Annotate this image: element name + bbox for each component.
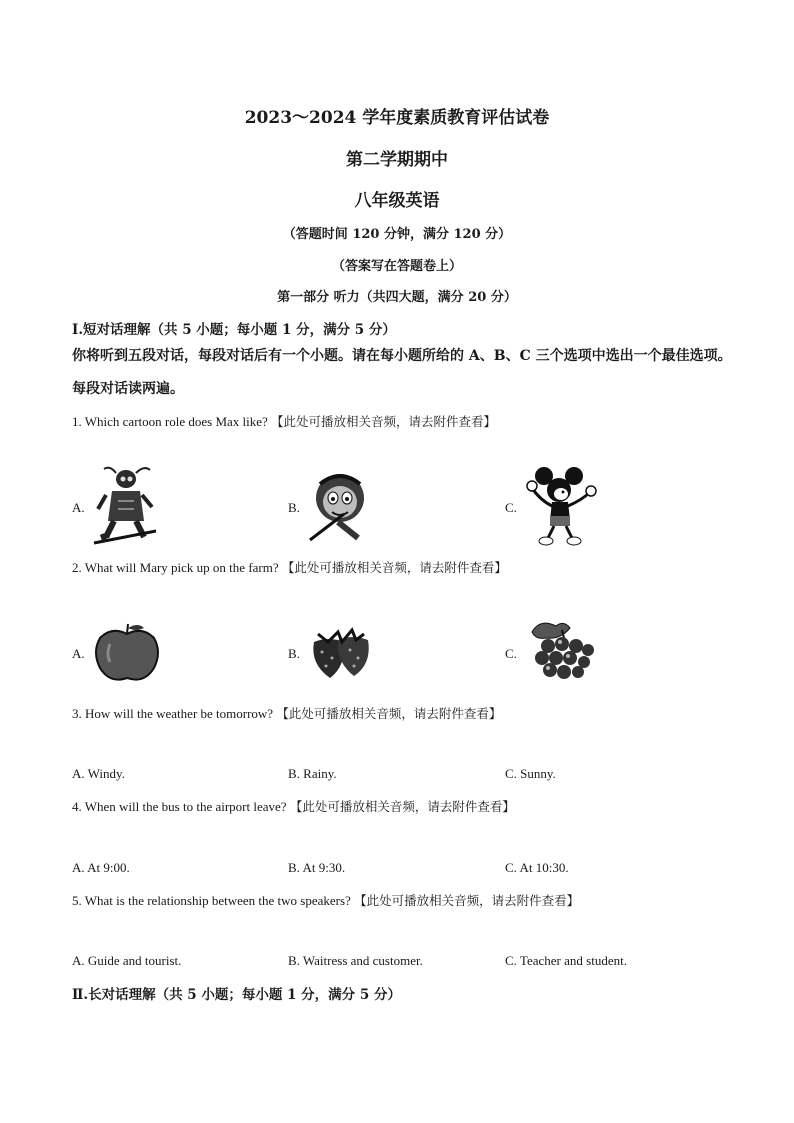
option-1a: A.	[72, 500, 85, 515]
option-1b: B.	[288, 500, 300, 515]
option-4b: B. At 9:30.	[288, 860, 346, 875]
option-5a: A. Guide and tourist.	[72, 953, 182, 968]
audio-note[interactable]: 【此处可播放相关音频，请去附件查看】	[354, 893, 580, 908]
monkey-king-warrior-image	[92, 465, 158, 547]
mickey-mouse-image	[524, 466, 600, 548]
question-4	[72, 797, 515, 815]
monkey-king-face-image	[304, 468, 374, 543]
option-3c: C. Sunny.	[505, 766, 556, 781]
audio-note[interactable]: 【此处可播放相关音频，请去附件查看】	[289, 799, 515, 814]
question-2	[72, 558, 507, 576]
section2-title: Ⅱ.长对话理解（共 5 小题；每小题 1 分，满分 5 分）	[72, 987, 401, 1003]
strawberries-image	[308, 622, 374, 680]
question-text: 4. When will the bus to the airport leave?	[72, 799, 287, 814]
time-note: （答题时间 120 分钟，满分 120 分）	[282, 227, 512, 242]
option-4c: C. At 10:30.	[505, 860, 569, 875]
question-text: 2. What will Mary pick up on the farm?	[72, 560, 279, 575]
exam-term: 第二学期期中	[346, 150, 448, 170]
option-2c: C.	[505, 646, 517, 661]
exam-subject: 八年级英语	[354, 191, 440, 211]
answer-note: （答案写在答题卷上）	[331, 259, 462, 274]
part-title: 第一部分 听力（共四大题，满分 20 分）	[277, 290, 517, 305]
section1-title: Ⅰ.短对话理解（共 5 小题；每小题 1 分，满分 5 分）	[72, 322, 396, 338]
question-text: 5. What is the relationship between the two speakers?	[72, 893, 351, 908]
option-2a: A.	[72, 646, 85, 661]
option-5b: B. Waitress and customer.	[288, 953, 423, 968]
option-2b: B.	[288, 646, 300, 661]
question-3	[72, 704, 501, 722]
option-3a: A. Windy.	[72, 766, 125, 781]
audio-note[interactable]: 【此处可播放相关音频，请去附件查看】	[276, 706, 502, 721]
grapes-image	[526, 618, 598, 682]
exam-title: 2023～2024 学年度素质教育评估试卷	[244, 108, 550, 128]
option-3b: B. Rainy.	[288, 766, 337, 781]
section1-instruction: 你将听到五段对话，每段对话后有一个小题。请在每小题所给的 A、B、C 三个选项中选出一个最佳选项。每段对话读两遍。	[72, 348, 732, 397]
question-1	[72, 412, 496, 430]
question-text: 3. How will the weather be tomorrow?	[72, 706, 274, 721]
question-text: 1. Which cartoon role does Max like?	[72, 414, 268, 429]
option-1c: C.	[505, 500, 517, 515]
option-4a: A. At 9:00.	[72, 860, 130, 875]
audio-note[interactable]: 【此处可播放相关音频，请去附件查看】	[281, 560, 507, 575]
audio-note[interactable]: 【此处可播放相关音频，请去附件查看】	[271, 414, 497, 429]
option-5c: C. Teacher and student.	[505, 953, 627, 968]
apple-image	[92, 622, 162, 684]
question-5	[72, 891, 579, 909]
